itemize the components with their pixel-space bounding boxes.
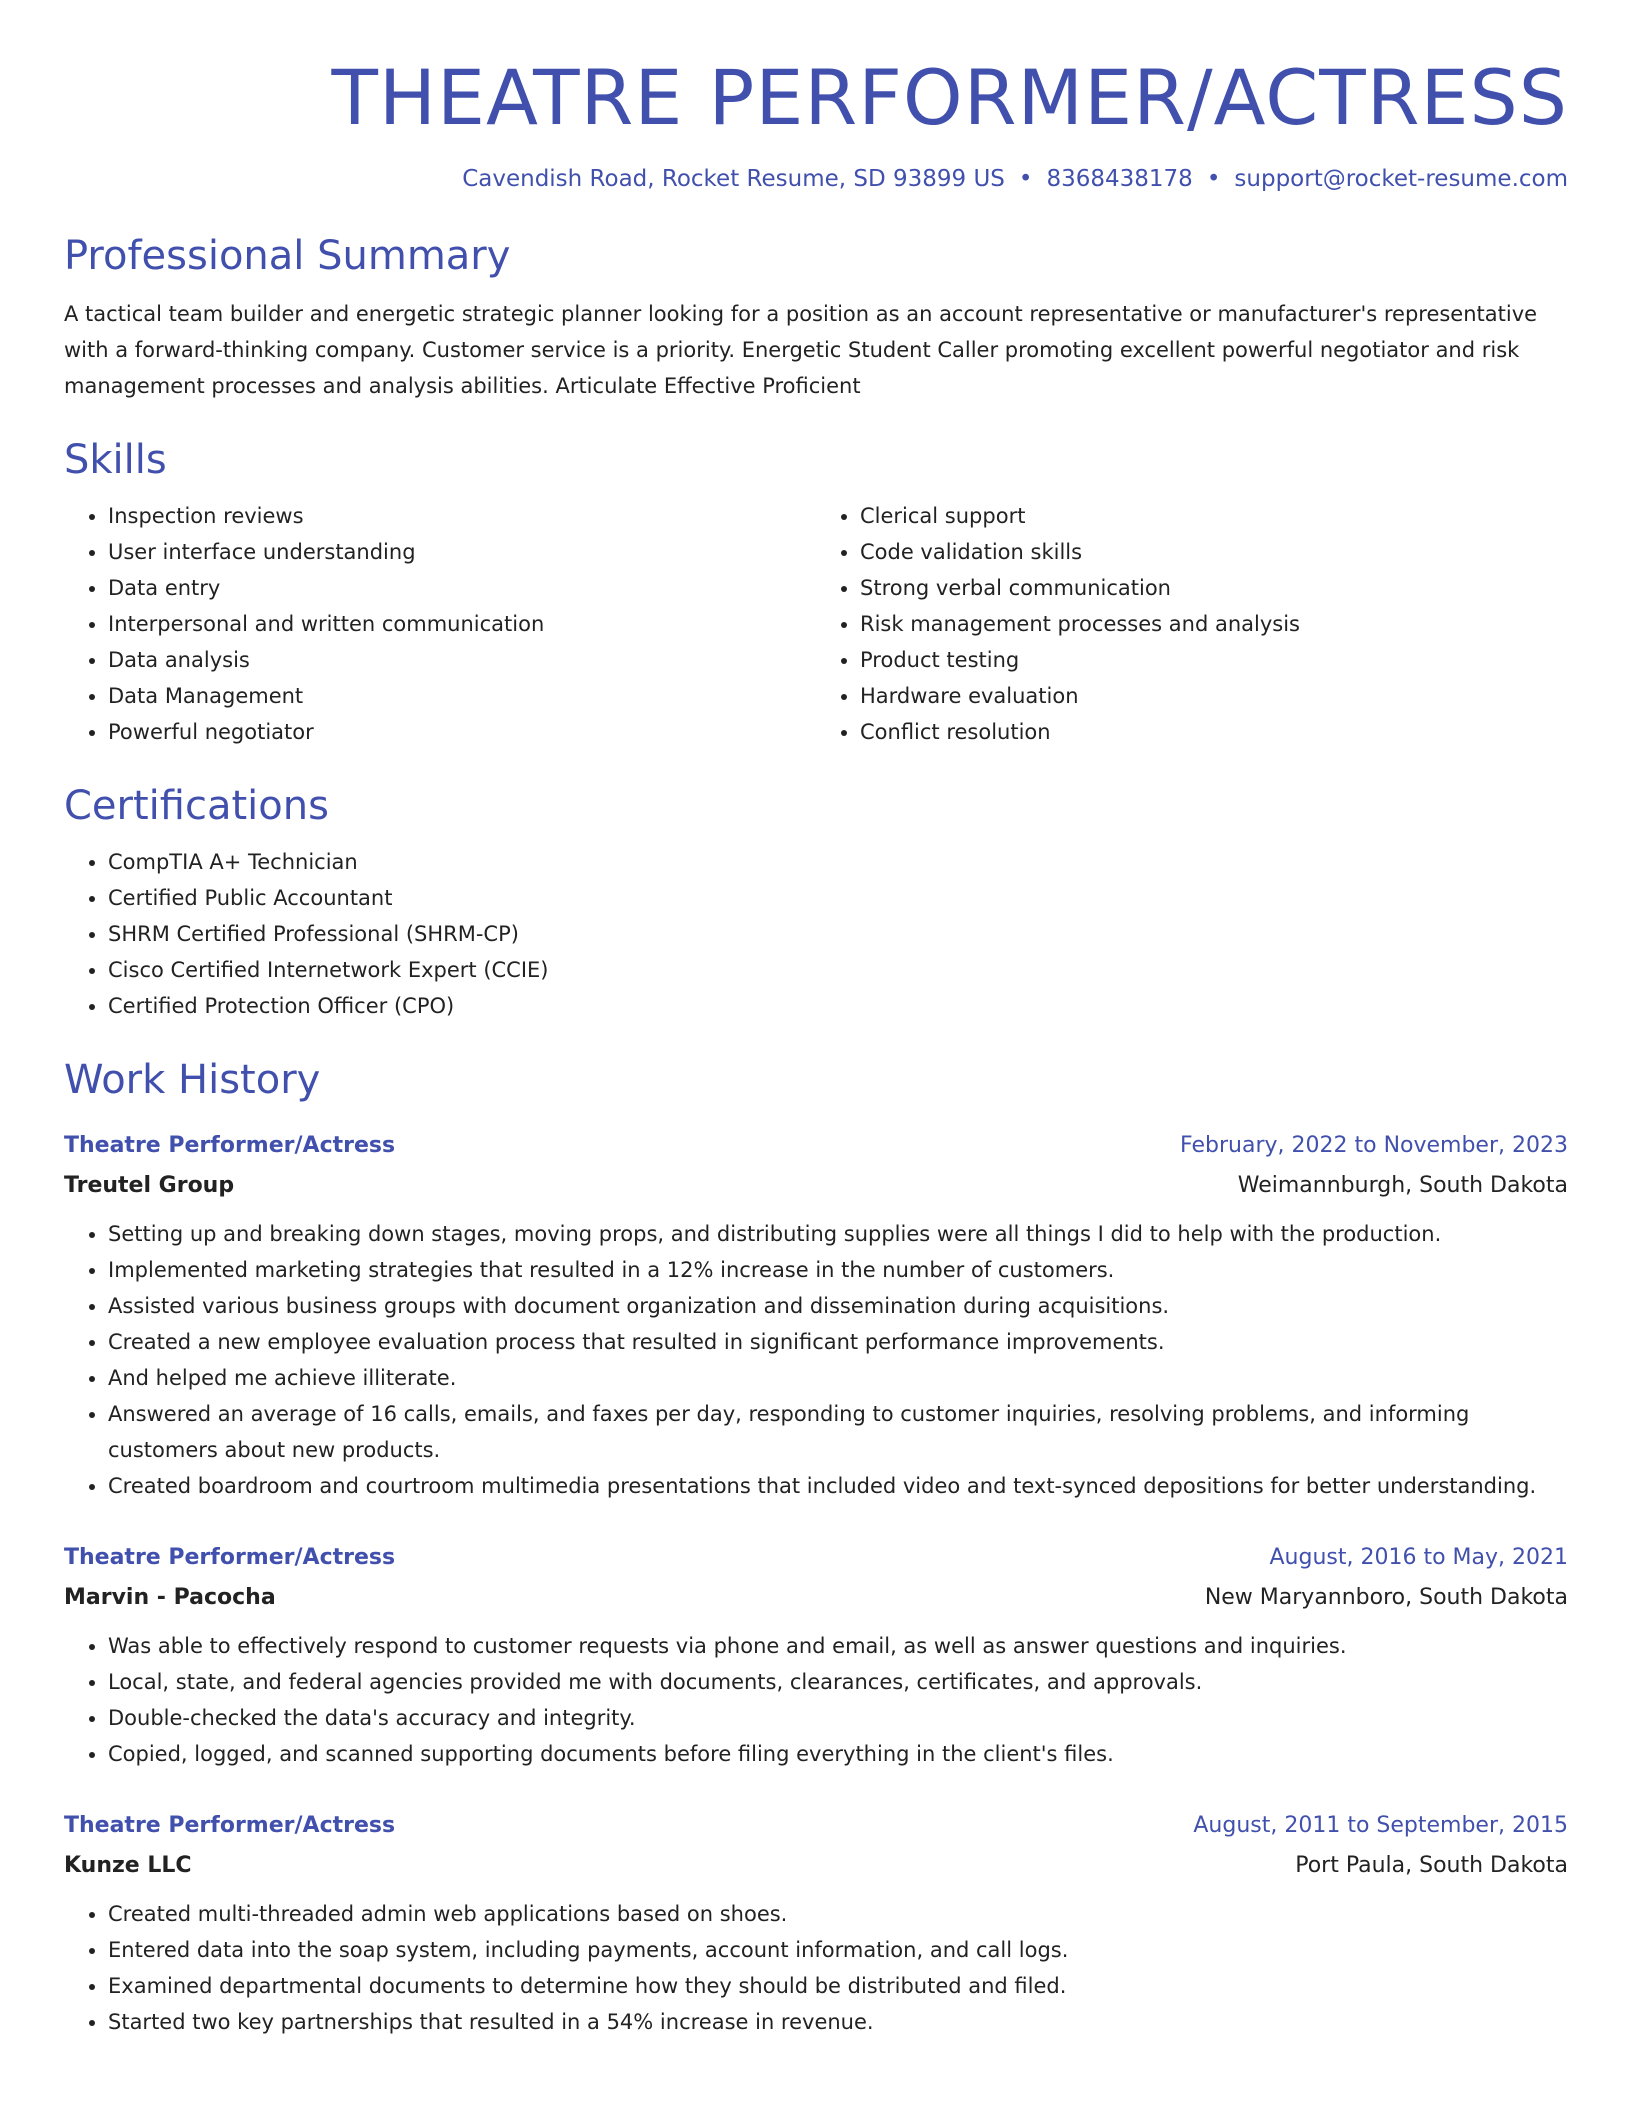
job-entry [64,1126,1568,1504]
resume-page [64,0,1568,2040]
certification-item: • CompTIA A+ Technician [108,844,1568,880]
job-bullet: • Implemented marketing strategies that resulted in a 12% increase in the number of customers. [108,1252,1568,1288]
job-bullet: • Copied, logged, and scanned supporting documents before filing everything in the client's files. [108,1736,1568,1772]
job-dates: February, 2022 to November, 2023 [1180,1133,1568,1158]
summary-text: A tactical team builder and energetic strategic planner looking for a position as an account representative or manufacturer's representative with a forward-thinking company. Customer service is a priority. Energetic Student Caller promoting excellent powerful negotiator and risk management processes and analysis abilities. Articulate Effective Proficient [64,302,1538,398]
skill-item: • Product testing [860,642,1568,678]
contact-phone[interactable]: 8368438178 [1046,166,1193,192]
skills-heading: Skills [64,437,167,483]
skill-item: • Code validation skills [860,534,1568,570]
job-title-row [64,1538,1568,1578]
skills-list-left [64,498,816,750]
job-title-row [64,1126,1568,1166]
resume-header [64,53,1568,192]
skill-item: • Clerical support [860,498,1568,534]
skill-item: • Data analysis [108,642,816,678]
job-role: Theatre Performer/Actress [64,1133,396,1158]
job-bullet: • Entered data into the soap system, including payments, account information, and call logs. [108,1932,1568,1968]
job-bullets [64,1896,1568,2040]
job-dates: August, 2016 to May, 2021 [1269,1545,1568,1570]
certification-item: • Cisco Certified Internetwork Expert (CCIE) [108,952,1568,988]
job-entry [64,1806,1568,2040]
skill-item: • Powerful negotiator [108,714,816,750]
job-company-row [64,1846,1568,1886]
job-bullets [64,1628,1568,1772]
certifications-list [64,844,1568,1024]
job-company: Kunze LLC [64,1853,192,1878]
contact-separator: • [1018,166,1033,192]
skill-item: • Conflict resolution [860,714,1568,750]
certifications-heading: Certifications [64,783,329,829]
job-bullet: • Answered an average of 16 calls, emails, and faxes per day, responding to customer inquiries, resolving problems, and informing customers about new products. [108,1396,1568,1468]
job-dates: August, 2011 to September, 2015 [1193,1813,1568,1838]
job-bullet: • Examined departmental documents to determine how they should be distributed and filed. [108,1968,1568,2004]
summary-heading: Professional Summary [64,233,511,279]
contact-address: Cavendish Road, Rocket Resume, SD 93899 US [462,166,1005,192]
job-company: Marvin - Pacocha [64,1585,276,1610]
skill-item: • Data entry [108,570,816,606]
work-history-section [64,1056,1568,2040]
contact-email[interactable]: support@rocket-resume.com [1234,166,1568,192]
skills-section [64,436,1568,750]
skill-item: • Strong verbal communication [860,570,1568,606]
job-role: Theatre Performer/Actress [64,1813,396,1838]
contact-separator: • [1206,166,1221,192]
job-bullet: • Created a new employee evaluation process that resulted in significant performance improvements. [108,1324,1568,1360]
job-bullet: • Started two key partnerships that resulted in a 54% increase in revenue. [108,2004,1568,2040]
job-company: Treutel Group [64,1173,235,1198]
job-bullet: • Created multi-threaded admin web applications based on shoes. [108,1896,1568,1932]
job-title-row [64,1806,1568,1846]
skill-item: • Data Management [108,678,816,714]
contact-line [64,166,1568,192]
work-history-heading: Work History [64,1057,321,1103]
job-location: Port Paula, South Dakota [1295,1853,1568,1878]
job-entry [64,1538,1568,1772]
job-bullet: • Created boardroom and courtroom multimedia presentations that included video and text-synced depositions for better understanding. [108,1468,1568,1504]
skills-columns [64,498,1568,750]
job-bullet: • Assisted various business groups with document organization and dissemination during acquisitions. [108,1288,1568,1324]
skill-item: • Inspection reviews [108,498,816,534]
job-bullet: • Setting up and breaking down stages, moving props, and distributing supplies were all things I did to help with the production. [108,1216,1568,1252]
resume-title: THEATRE PERFORMER/ACTRESS [331,53,1568,142]
skill-item: • Hardware evaluation [860,678,1568,714]
certification-item: • SHRM Certified Professional (SHRM-CP) [108,916,1568,952]
job-company-row [64,1166,1568,1206]
skills-list-right [816,498,1568,750]
job-bullet: • Local, state, and federal agencies provided me with documents, clearances, certificates, and approvals. [108,1664,1568,1700]
certifications-section [64,782,1568,1024]
job-location: Weimannburgh, South Dakota [1237,1173,1568,1198]
job-location: New Maryannboro, South Dakota [1204,1585,1568,1610]
job-bullets [64,1216,1568,1504]
job-bullet: • Double-checked the data's accuracy and integrity. [108,1700,1568,1736]
certification-item: • Certified Public Accountant [108,880,1568,916]
skill-item: • Interpersonal and written communication [108,606,816,642]
summary-section [64,232,1568,404]
job-company-row [64,1578,1568,1618]
certification-item: • Certified Protection Officer (CPO) [108,988,1568,1024]
skill-item: • User interface understanding [108,534,816,570]
job-role: Theatre Performer/Actress [64,1545,396,1570]
job-bullet: • Was able to effectively respond to customer requests via phone and email, as well as answer questions and inquiries. [108,1628,1568,1664]
job-bullet: • And helped me achieve illiterate. [108,1360,1568,1396]
skill-item: • Risk management processes and analysis [860,606,1568,642]
